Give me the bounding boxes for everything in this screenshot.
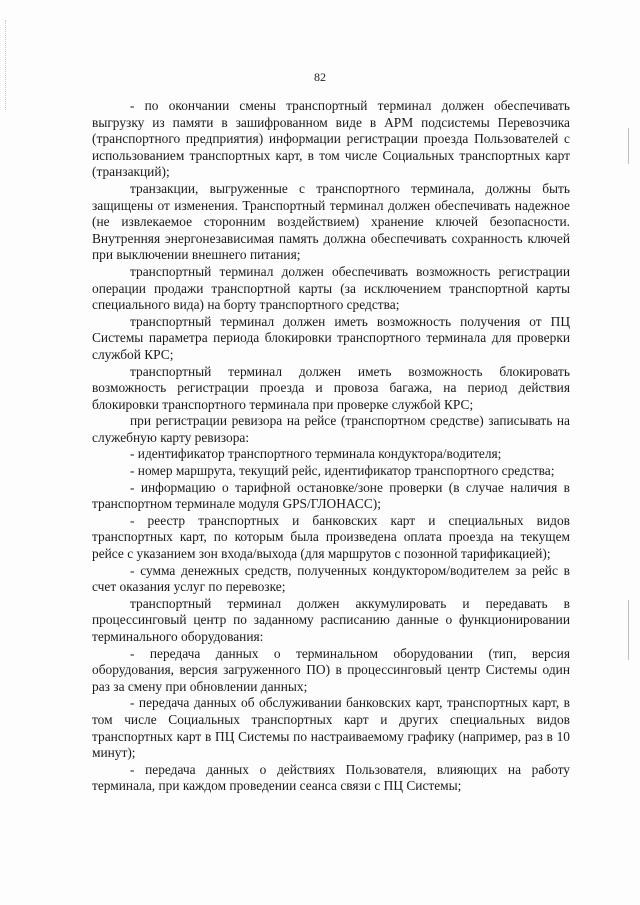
list-item: - реестр транспортных и банковских карт и специальных видов транспортных карт, по которым была произведена оплата проезда на текущем рейсе с указанием зон входа/выхода (для маршрутов с позонной тарификацией); (92, 512, 570, 562)
list-item: - номер маршрута, текущий рейс, идентификатор транспортного средства; (130, 463, 555, 479)
list-item: - передача данных об обслуживании банковских карт, транспортных карт, в том числе Социальных транспортных карт и других специальных видов транспортных карт в ПЦ Системы по настраиваемому графику (например, раз в 10 минут); (92, 695, 570, 761)
scan-margin-mark (628, 128, 630, 164)
paragraph: транспортный терминал должен иметь возможность блокировать возможность регистрации проезда и провоза багажа, на период действия блокировки транспортного терминала при проверке службой КРС; (92, 363, 570, 412)
scan-margin-mark (5, 20, 7, 110)
list-item: - идентификатор транспортного терминала кондуктора/водителя; (130, 446, 502, 462)
list-item: - передача данных о терминальном оборудовании (тип, версия оборудования, версия загруженного ПО) в процессинговый центр Системы один раз за смену при обновлении данных; (92, 645, 570, 694)
list-item: - сумма денежных средств, полученных кондуктором/водителем за рейс в счет оказания услуг по перевозке; (92, 562, 570, 595)
paragraph: - по окончании смены транспортный терминал должен обеспечивать выгрузку из памяти в зашифрованном виде в АРМ подсистемы Перевозчика (транспортного предприятия) информации регистрации проезда Пользователей с использованием транспортных карт, в том числе Социальных транспортных карт (транзакций); (92, 98, 570, 180)
paragraph: при регистрации ревизора на рейсе (транспортном средстве) записывать на служебную карту ревизора: (92, 413, 570, 445)
paragraph: транзакции, выгруженные с транспортного терминала, должны быть защищены от изменения. Транспортный терминал должен обеспечивать надежное (не извлекаемое сторонним воздействием) хранение ключей безопасности. Внутренняя энергонезависимая память должна обеспечивать сохранность ключей при выключении внешнего питания; (92, 180, 570, 263)
scan-margin-mark (628, 600, 630, 660)
list-item: - передача данных о действиях Пользователя, влияющих на работу терминала, при каждом проведении сеанса связи с ПЦ Системы; (92, 761, 570, 794)
paragraph: транспортный терминал должен аккумулировать и передавать в процессинговый центр по заданному расписанию данные о функционировании терминального оборудования: (92, 595, 570, 644)
paragraph: транспортный терминал должен обеспечивать возможность регистрации операции продажи транспортной карты (за исключением транспортной карты специального вида) на борту транспортного средства; (92, 263, 570, 313)
list-item: - информацию о тарифной остановке/зоне проверки (в случае наличия в транспортном терминале модуля GPS/ГЛОНАСС); (92, 479, 570, 512)
page-number: 82 (314, 70, 326, 84)
document-body (92, 98, 570, 795)
paragraph: транспортный терминал должен иметь возможность получения от ПЦ Системы параметра периода блокировки транспортного терминала для проверки службой КРС; (92, 313, 570, 362)
